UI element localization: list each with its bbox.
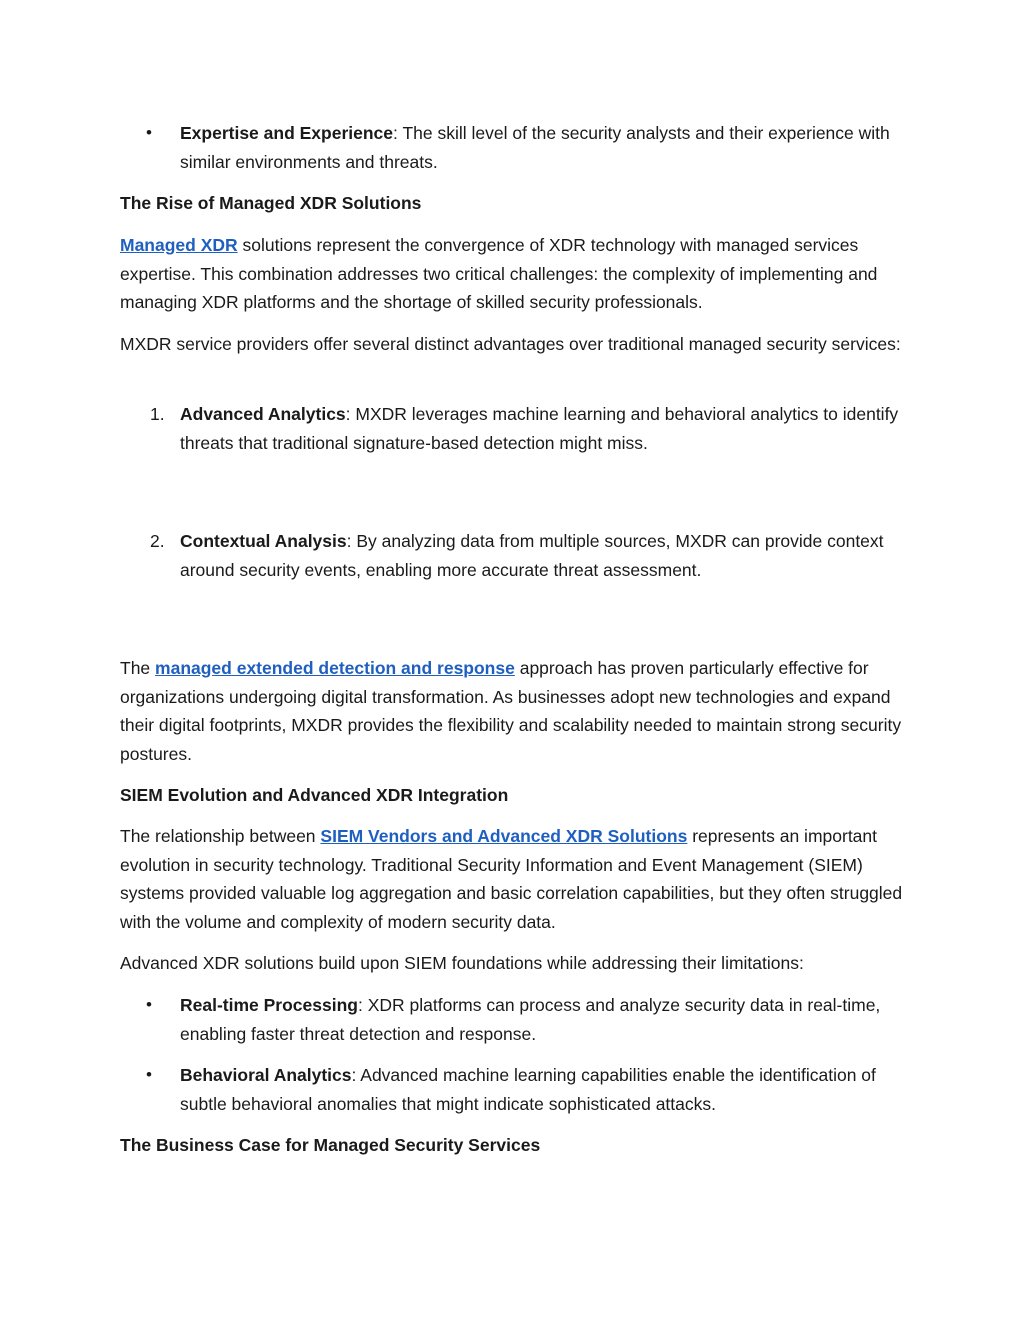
list-term: Advanced Analytics	[180, 404, 346, 424]
bullet-text: : Advanced machine learning capabilities enable the identification of subtle behavioral anomalies that might indicate sophisticated attacks.	[180, 1065, 876, 1114]
paragraph-mxdr-approach	[120, 654, 910, 768]
paragraph-text: represents an important evolution in security technology. Traditional Security Information and Event Management (SIEM) systems provided valuable log aggregation and basic correlation capabilities, but they often struggled with the volume and complexity of modern security data.	[120, 826, 903, 932]
list-number: 1.	[150, 404, 165, 424]
paragraph-text: approach has proven particularly effective for organizations undergoing digital transformation. As businesses adopt new technologies and expand their digital footprints, MXDR provides the flexibility and scalability needed to maintain strong security postures.	[120, 658, 902, 764]
bullet-text: : XDR platforms can process and analyze security data in real-time, enabling faster threat detection and response.	[180, 995, 881, 1044]
paragraph-siem-relationship	[120, 822, 910, 936]
paragraph-managed-xdr	[120, 231, 910, 317]
paragraph-text: The relationship between	[120, 826, 321, 846]
list-number: 2.	[150, 531, 165, 551]
bullet-term: Expertise and Experience	[180, 123, 394, 143]
bullet-term: Behavioral Analytics	[180, 1065, 352, 1085]
paragraph-xdr-foundations: Advanced XDR solutions build upon SIEM foundations while addressing their limitations:	[120, 953, 804, 973]
bullet-item-real-time	[180, 991, 910, 1048]
section-heading-siem-evolution: SIEM Evolution and Advanced XDR Integration	[120, 785, 509, 805]
managed-xdr-link[interactable]: Managed XDR	[120, 235, 238, 255]
list-item-advanced-analytics	[180, 400, 910, 457]
bullet-marker: •	[146, 1065, 152, 1084]
siem-vendors-link[interactable]: SIEM Vendors and Advanced XDR Solutions	[320, 826, 688, 846]
list-term: Contextual Analysis	[180, 531, 347, 551]
paragraph-text: The	[120, 658, 156, 678]
bullet-item-expertise	[180, 119, 910, 176]
section-heading-business-case: The Business Case for Managed Security Services	[120, 1135, 541, 1155]
paragraph-text: solutions represent the convergence of XDR technology with managed services expertise. This combination addresses two critical challenges: the complexity of implementing and managing XDR platforms and the shortage of skilled security professionals.	[120, 235, 878, 312]
bullet-item-behavioral	[180, 1061, 910, 1118]
bullet-text: : The skill level of the security analysts and their experience with similar environments and threats.	[180, 123, 890, 172]
paragraph-mxdr-advantages: MXDR service providers offer several distinct advantages over traditional managed security services:	[120, 334, 901, 354]
bullet-term: Real-time Processing	[180, 995, 358, 1015]
list-item-contextual-analysis	[180, 527, 910, 584]
list-text: : MXDR leverages machine learning and behavioral analytics to identify threats that traditional signature-based detection might miss.	[180, 404, 899, 453]
list-text: : By analyzing data from multiple sources, MXDR can provide context around security events, enabling more accurate threat assessment.	[180, 531, 884, 580]
section-heading-rise-of-mxdr: The Rise of Managed XDR Solutions	[120, 193, 422, 213]
bullet-marker: •	[146, 995, 152, 1014]
managed-extended-detection-link[interactable]: managed extended detection and response	[155, 658, 515, 678]
bullet-marker: •	[146, 123, 152, 142]
